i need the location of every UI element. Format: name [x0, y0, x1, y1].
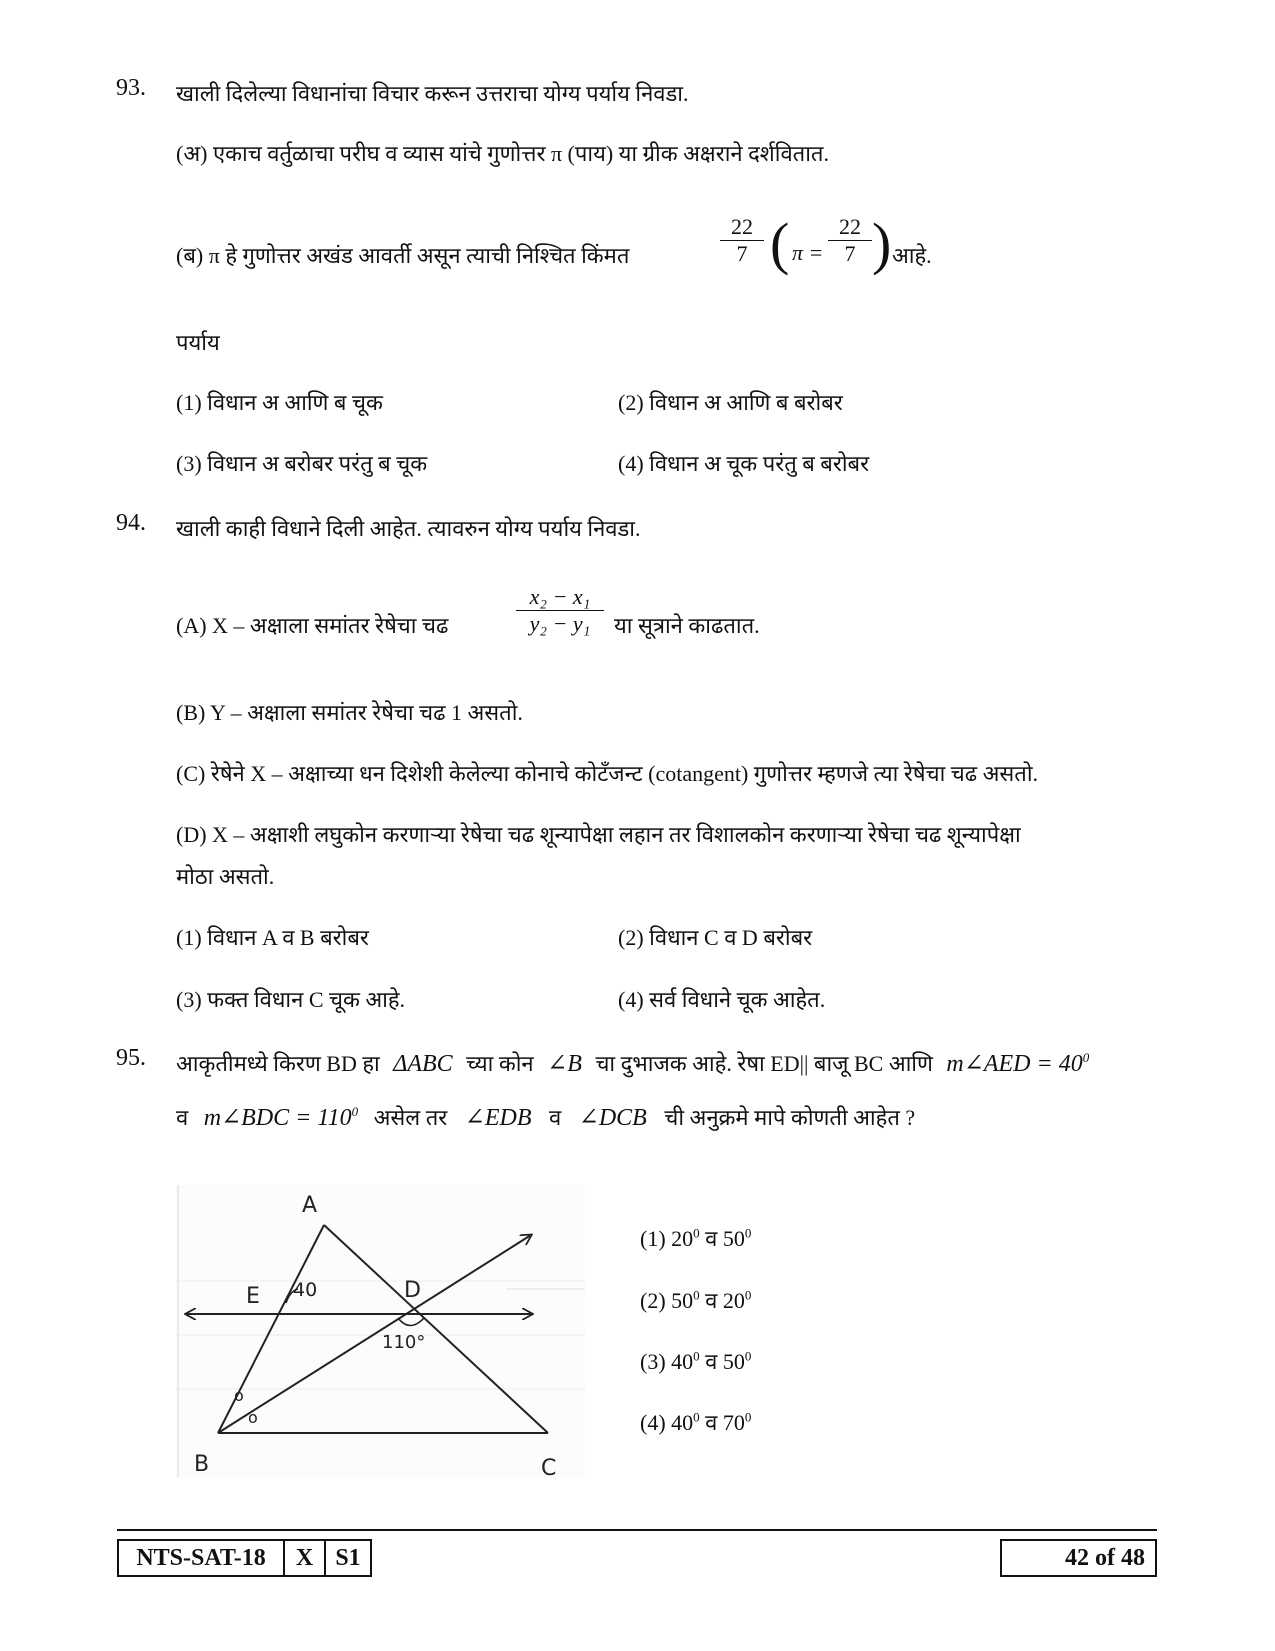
q95-angle-dcb: ∠DCB — [578, 1105, 647, 1131]
q95-option-1-v2: 50 — [722, 1226, 745, 1251]
q95-line1-c: चा दुभाजक आहे. रेषा ED|| बाजू BC आणि — [595, 1051, 933, 1076]
q94-frac-num: x₂ − x₁ — [529, 584, 591, 609]
footer-code: NTS-SAT-18 — [117, 1539, 285, 1577]
footer-class: X — [283, 1539, 326, 1577]
q93-fraction — [720, 214, 764, 267]
q95-option-2 — [640, 1285, 751, 1315]
vertex-a-label: A — [302, 1193, 318, 1218]
q93-option-2: (2) विधान अ आणि ब बरोबर — [618, 390, 843, 415]
q93-stem: खाली दिलेल्या विधानांचा विचार करून उत्तराचा योग्य पर्याय निवडा. — [176, 81, 689, 106]
q94-frac-den: y₂ − y₁ — [529, 611, 591, 636]
footer-rule — [117, 1529, 1157, 1531]
vertex-c-label: C — [541, 1456, 557, 1478]
q93-statement-b-suffix: आहे. — [892, 243, 932, 268]
q95-option-3-v1: 40 — [671, 1349, 694, 1374]
q95-option-3 — [640, 1346, 751, 1376]
q93-option-1: (1) विधान अ आणि ब चूक — [176, 390, 383, 415]
q95-line2-a: व — [176, 1105, 189, 1130]
degree-mark: 0 — [693, 1287, 700, 1303]
degree-mark: 0 — [744, 1348, 752, 1364]
bisect-mark-1: o — [234, 1386, 244, 1405]
q95-option-2-v2: 20 — [722, 1288, 745, 1313]
q95-m-aed-text: m∠AED = 40 — [946, 1051, 1083, 1077]
q93-statement-b-prefix: (ब) π हे गुणोत्तर अखंड आवर्ती असून त्याची निश्चित किंमत — [176, 243, 630, 268]
q95-figure — [176, 1185, 585, 1478]
q95-option-1 — [640, 1223, 751, 1253]
q93-number: 93. — [116, 75, 146, 101]
q95-option-2-label: (2) — [640, 1288, 666, 1313]
q94-statement-d-line2: मोठा असतो. — [176, 864, 275, 889]
q95-angle-edb: ∠EDB — [464, 1105, 532, 1131]
left-paren: ( — [770, 211, 790, 276]
q95-option-4 — [640, 1407, 751, 1437]
q93-option-4: (4) विधान अ चूक परंतु ब बरोबर — [618, 451, 870, 476]
q93-options-heading: पर्याय — [176, 330, 220, 355]
q95-line2-b: असेल तर — [373, 1105, 448, 1130]
q95-option-4-label: (4) — [640, 1410, 666, 1435]
degree-mark: 0 — [693, 1225, 700, 1241]
vertex-d-label: D — [404, 1278, 421, 1303]
q95-option-3-conj: व — [705, 1349, 718, 1374]
q94-statement-c: (C) रेषेने X – अक्षाच्या धन दिशेशी केलेल्या कोनाचे कोटँजन्ट (cotangent) गुणोत्तर म्हणजे त्या रेषेचा चढ असतो. — [176, 761, 1039, 786]
q95-line2-c: व — [549, 1105, 562, 1130]
q95-triangle: ΔABC — [393, 1051, 453, 1077]
q93-paren-fraction — [828, 214, 872, 267]
q95-option-4-v1: 40 — [671, 1410, 694, 1435]
q95-line2 — [176, 1102, 915, 1132]
q95-m-aed — [946, 1051, 1089, 1077]
degree-mark: 0 — [693, 1409, 700, 1425]
q94-statement-a-prefix: (A) X – अक्षाला समांतर रेषेचा चढ — [176, 613, 449, 638]
q95-option-4-conj: व — [705, 1410, 718, 1435]
angle-bdc-arc — [398, 1318, 424, 1326]
q95-option-1-conj: व — [705, 1226, 718, 1251]
q94-statement-d-line1: (D) X – अक्षाशी लघुकोन करणाऱ्या रेषेचा चढ शून्यापेक्षा लहान तर विशालकोन करणाऱ्या रेषेचा चढ शून्यापेक्षा — [176, 822, 1021, 847]
q93-frac-den: 7 — [736, 241, 748, 266]
footer-set: S1 — [324, 1539, 372, 1577]
q94-stem: खाली काही विधाने दिली आहेत. त्यावरुन योग्य पर्याय निवडा. — [176, 516, 641, 541]
q93-frac-num: 22 — [731, 214, 753, 239]
vertex-e-label: E — [246, 1284, 260, 1309]
q95-option-2-conj: व — [705, 1288, 718, 1313]
q95-number: 95. — [116, 1045, 146, 1071]
q95-m-bdc-text: m∠BDC = 110 — [203, 1105, 352, 1131]
q94-slope-fraction — [516, 584, 604, 637]
vertex-b-label: B — [194, 1452, 210, 1477]
degree-mark: 0 — [744, 1409, 752, 1425]
q93-paren-frac-num: 22 — [839, 214, 861, 239]
footer-page-number: 42 of 48 — [1000, 1539, 1157, 1577]
q95-option-1-v1: 20 — [671, 1226, 694, 1251]
q94-option-1: (1) विधान A व B बरोबर — [176, 925, 369, 950]
q94-statement-b: (B) Y – अक्षाला समांतर रेषेचा चढ 1 असतो. — [176, 700, 523, 725]
angle-aed-label: 40 — [293, 1279, 318, 1301]
bisect-mark-2: o — [248, 1408, 258, 1427]
q95-m-bdc — [204, 1105, 358, 1131]
q95-figure-svg — [176, 1185, 585, 1478]
degree-mark: 0 — [693, 1348, 700, 1364]
q95-angle-b: ∠B — [547, 1051, 582, 1077]
degree-mark: 0 — [744, 1287, 752, 1303]
q95-option-4-v2: 70 — [722, 1410, 745, 1435]
q94-option-4: (4) सर्व विधाने चूक आहेत. — [618, 987, 826, 1012]
q95-option-1-label: (1) — [640, 1226, 666, 1251]
q94-statement-a-suffix: या सूत्राने काढतात. — [614, 613, 760, 638]
q94-number: 94. — [116, 510, 146, 536]
ray-bd — [218, 1235, 531, 1433]
right-paren: ) — [872, 211, 892, 276]
q93-statement-a: (अ) एकाच वर्तुळाचा परीघ व व्यास यांचे गुणोत्तर π (पाय) या ग्रीक अक्षराने दर्शवितात. — [176, 141, 829, 166]
q94-option-3: (3) फक्त विधान C चूक आहे. — [176, 987, 406, 1012]
q95-line2-d: ची अनुक्रमे मापे कोणती आहेत ? — [664, 1105, 916, 1130]
angle-bdc-label: 110° — [382, 1332, 426, 1353]
q95-line1-a: आकृतीमध्ये किरण BD हा — [176, 1051, 380, 1076]
q95-option-3-v2: 50 — [722, 1349, 745, 1374]
q94-option-2: (2) विधान C व D बरोबर — [618, 925, 813, 950]
q95-line1 — [176, 1048, 1089, 1078]
degree-mark: 0 — [351, 1104, 359, 1119]
q93-paren-frac-den: 7 — [844, 241, 856, 266]
degree-mark: 0 — [1082, 1050, 1090, 1065]
degree-mark: 0 — [744, 1225, 752, 1241]
q95-option-2-v1: 50 — [671, 1288, 694, 1313]
q95-option-3-label: (3) — [640, 1349, 666, 1374]
q93-option-3: (3) विधान अ बरोबर परंतु ब चूक — [176, 451, 428, 476]
q95-line1-b: च्या कोन — [466, 1051, 534, 1076]
side-ac — [324, 1225, 548, 1433]
q93-paren-lhs: π = — [792, 240, 824, 265]
